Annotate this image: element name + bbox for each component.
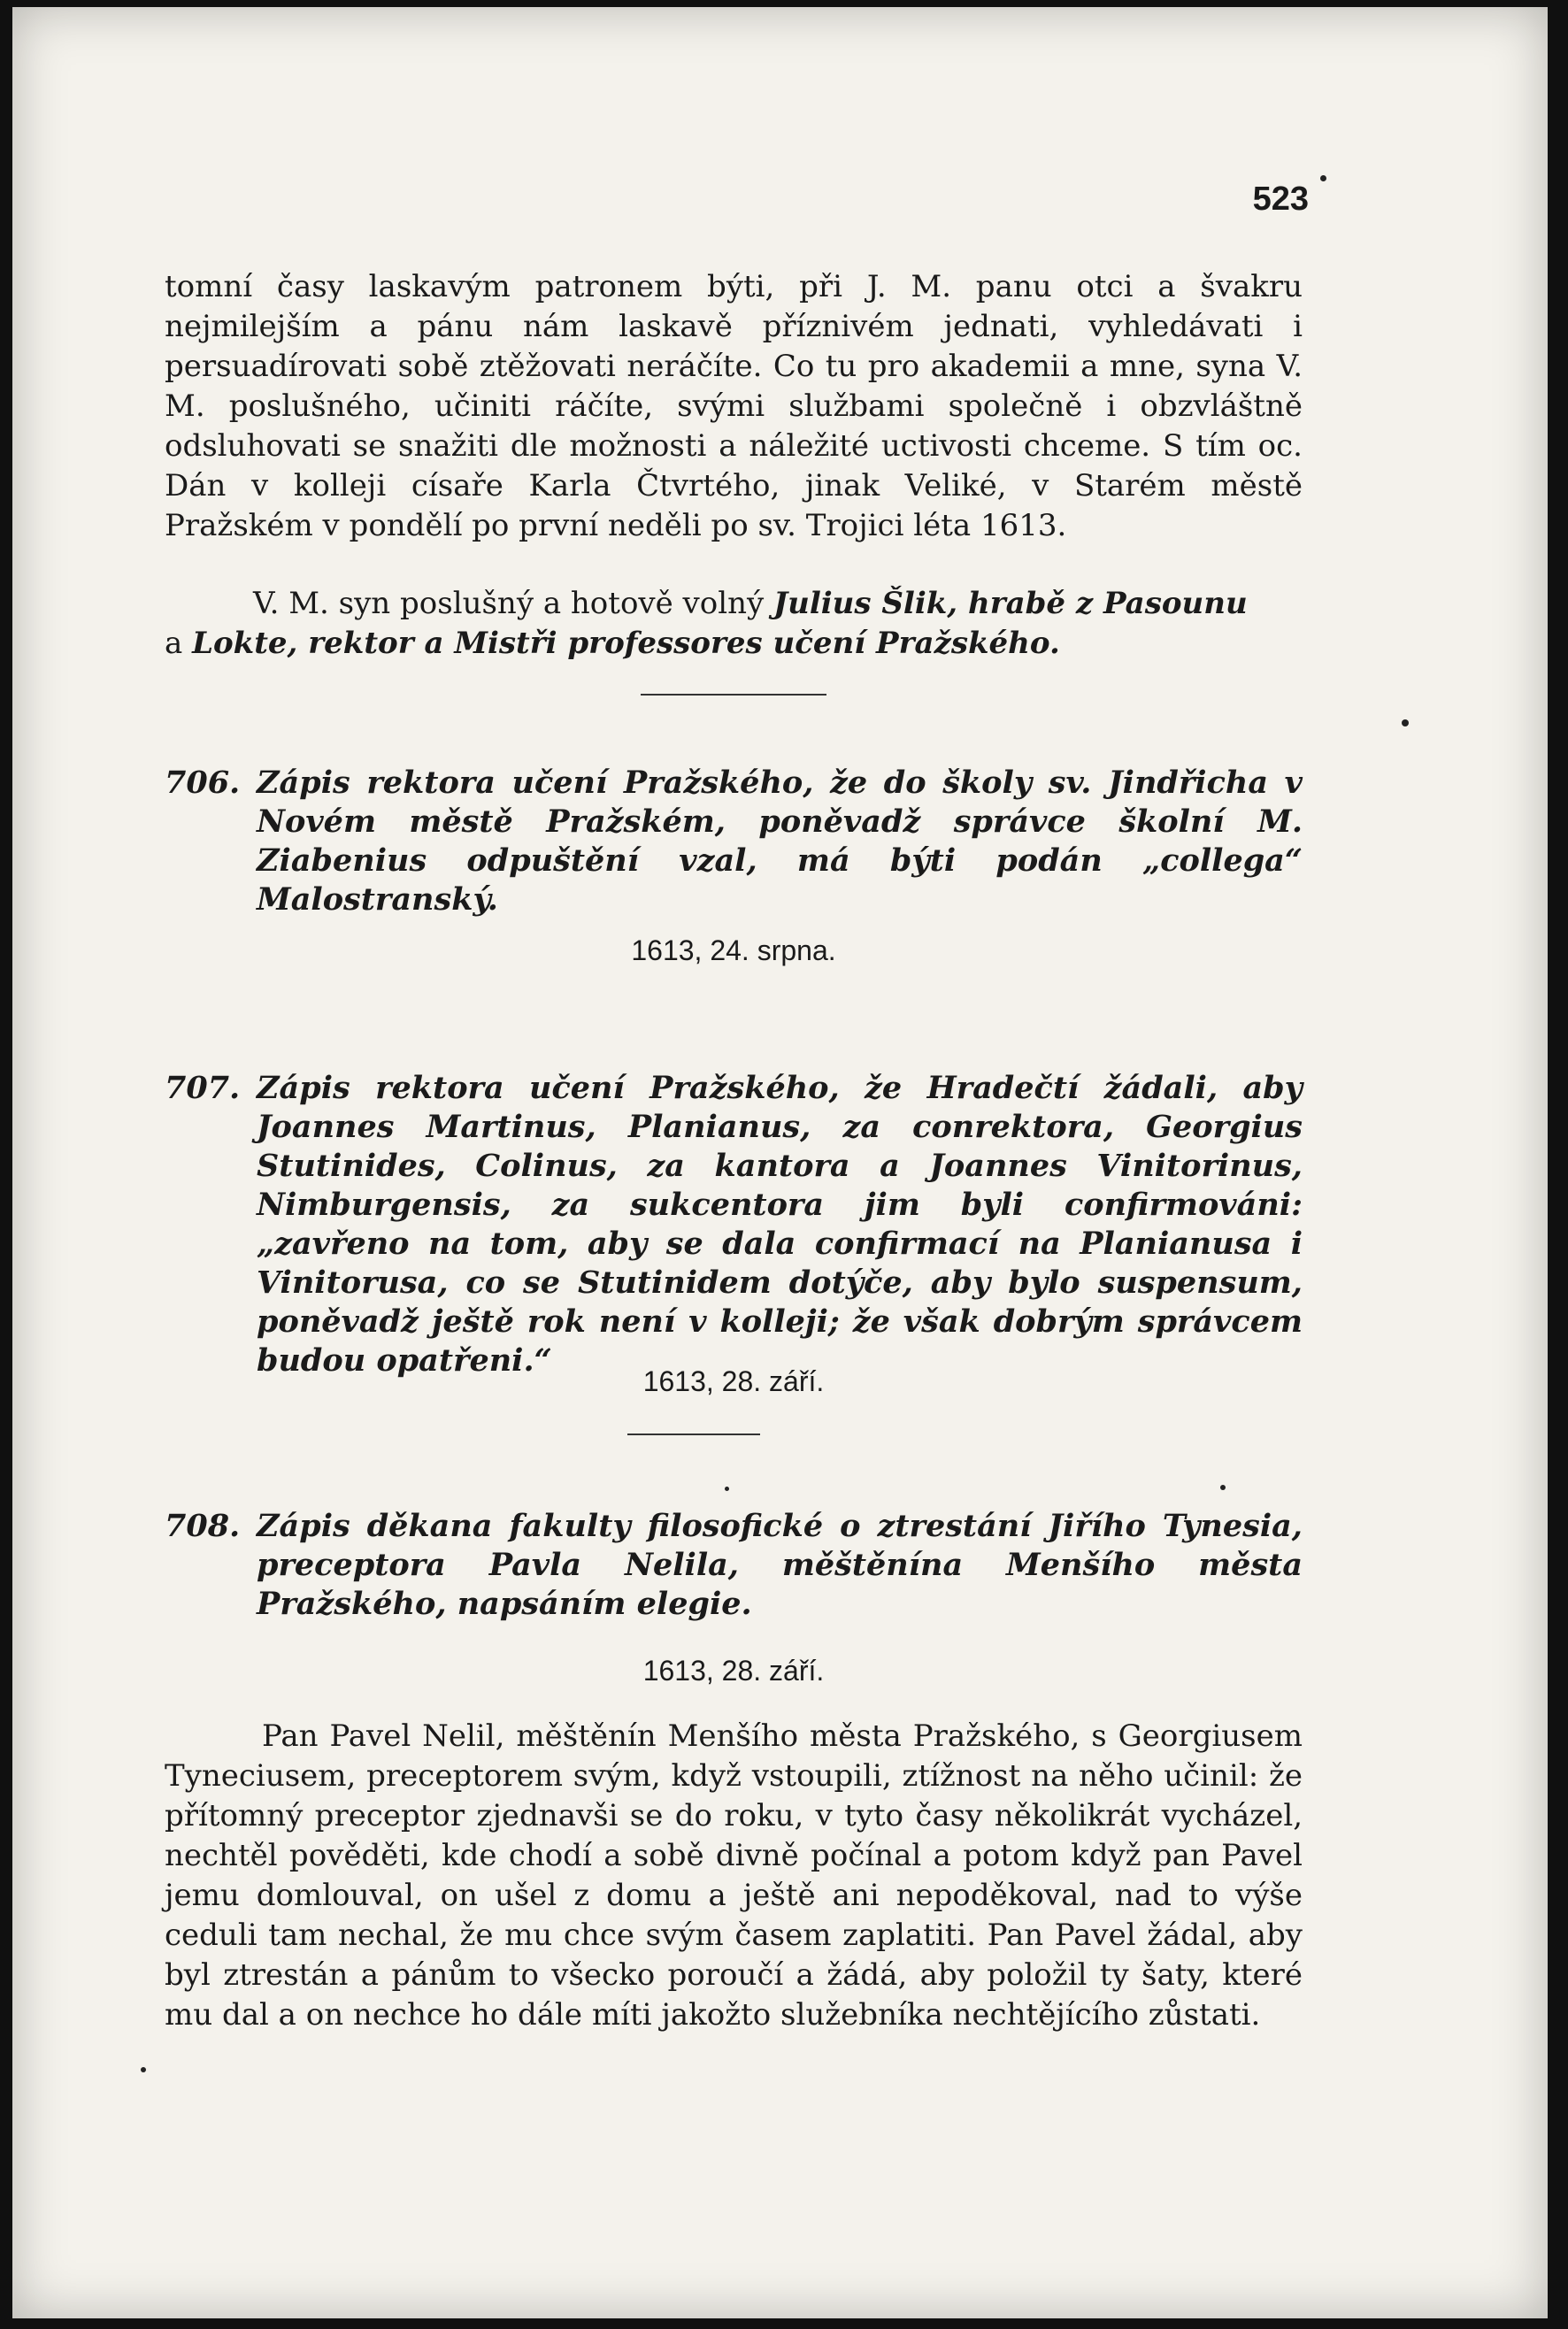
- signature-line2-plain: a: [165, 626, 193, 661]
- section-divider: [641, 694, 826, 696]
- entry-708-body: [165, 1717, 1303, 2035]
- scan-speck: [141, 2067, 146, 2072]
- entry-heading: [165, 1069, 1303, 1380]
- entry-heading: [165, 1507, 1303, 1624]
- continued-letter: [165, 267, 1303, 546]
- entry-706: [165, 764, 1303, 919]
- entry-number: 708.: [165, 1508, 241, 1544]
- entry-heading-text: Zápis děkana fakulty filosofické o ztrestání Jiřího Tynesia, preceptora Pavla Nelila, měštěnína Menšího města Pražského, napsáním elegie.: [257, 1508, 1303, 1622]
- entry-707: [165, 1069, 1303, 1380]
- entry-708: [165, 1507, 1303, 1624]
- scan-speck: [725, 1487, 729, 1491]
- entry-body-paragraph: Pan Pavel Nelil, měštěnín Menšího města Pražského, s Georgiusem Tyneciusem, preceptorem svým, když vstoupili, ztížnost na něho učinil: že přítomný preceptor zjednavši se do roku, v tyto časy několikrát vycházel, nechtěl pověděti, kde chodí a sobě divně počínal a potom když pan Pavel jemu domlouval, on ušel z domu a ještě ani nepoděkoval, nad to výše ceduli tam nechal, že mu chce svým časem zaplatiti. Pan Pavel žádal, aby byl ztrestán a pánům to všecko poroučí a žádá, aby položil ty šaty, které mu dal a on nechce ho dále míti jakožto služebníka nechtějícího zůstati.: [165, 1718, 1303, 2033]
- scan-speck: [1320, 175, 1326, 181]
- entry-date: 1613, 28. září.: [642, 1365, 825, 1397]
- entry-heading-text: Zápis rektora učení Pražského, že do školy sv. Jindřicha v Novém městě Pražském, poněvadž správce školní M. Ziabenius odpuštění vzal, má býti podán „collega“ Malostranský.: [257, 765, 1303, 918]
- signature-plain: V. M. syn poslušný a hotově volný: [253, 586, 774, 621]
- letter-paragraph: tomní časy laskavým patronem býti, při J. M. panu otci a švakru nejmilejším a pánu nám laskavě příznivém jednati, vyhledávati i persuadírovati sobě ztěžovati neráčíte. Co tu pro akademii a mne, syna V. M. poslušného, učiniti ráčíte, svými službami společně i obzvláštně odsluhovati se snažiti dle možnosti a náležité uctivosti chceme. S tím oc. Dán v kolleji císaře Karla Čtvrtého, jinak Veliké, v Starém městě Pražském v pondělí po první neděli po sv. Trojici léta 1613.: [165, 269, 1303, 543]
- signature-name: Julius Šlik, hrabě z Pasounu: [773, 586, 1248, 621]
- entry-date: 1613, 28. září.: [642, 1655, 825, 1687]
- entry-number: 706.: [165, 765, 241, 801]
- scan-speck: [1220, 1485, 1226, 1490]
- page-number: 523: [1252, 181, 1309, 218]
- signature-title: Lokte, rektor a Mistři professores učení Pražského.: [192, 626, 1060, 661]
- book-page: [12, 7, 1548, 2318]
- entry-number: 707.: [165, 1070, 241, 1106]
- entry-heading-text: Zápis rektora učení Pražského, že Hradečtí žádali, aby Joannes Martinus, Planianus, za conrektora, Georgius Stutinides, Colinus, za kantora a Joannes Vinitorinus, Nimburgensis, za sukcentora jim byli confirmováni: „zavřeno na tom, aby se dala confirmací na Planianusa i Vinitorusa, co se Stutinidem dotýče, aby bylo suspensum, poněvadž ještě rok není v kolleji; že však dobrým správcem budou opatřeni.“: [257, 1070, 1303, 1379]
- entry-heading: [165, 764, 1303, 919]
- section-divider: [627, 1434, 760, 1435]
- letter-signature: [165, 584, 1303, 664]
- entry-date: 1613, 24. srpna.: [631, 934, 836, 966]
- scan-speck: [1402, 719, 1409, 726]
